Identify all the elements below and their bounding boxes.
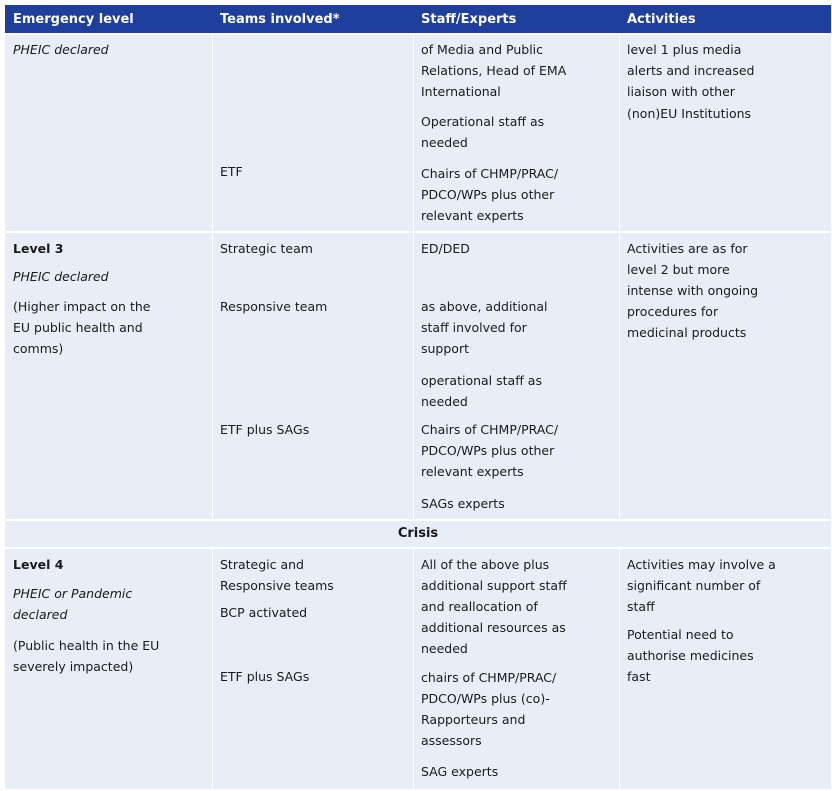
team-line: Responsive teams (220, 578, 334, 593)
team-etf-sags: ETF plus SAGs (220, 422, 310, 437)
team-etf: ETF (220, 164, 243, 179)
staff-line: ED/DED (421, 241, 470, 256)
table-row-level4 (5, 549, 831, 789)
staff-line: International (421, 84, 501, 99)
column-divider (619, 549, 620, 789)
staff-line: All of the above plus (421, 557, 550, 572)
column-divider (413, 549, 414, 789)
impact-line: (Public health in the EU (13, 638, 160, 653)
table-header (5, 5, 831, 33)
level-3-status: PHEIC declared (13, 269, 109, 284)
staff-line: chairs of CHMP/PRAC/ (421, 670, 557, 685)
column-divider (212, 549, 213, 789)
activity-line: (non)EU Institutions (627, 106, 752, 121)
header-staff-experts: Staff/Experts (421, 12, 517, 27)
staff-line: Relations, Head of EMA (421, 63, 567, 78)
crisis-label: Crisis (397, 526, 439, 541)
staff-line: additional resources as (421, 620, 566, 635)
activity-line: Activities may involve a (627, 557, 776, 572)
activity-line: Potential need to (627, 627, 734, 642)
staff-line: as above, additional (421, 299, 548, 314)
staff-line: staff involved for (421, 320, 527, 335)
staff-line: assessors (421, 733, 482, 748)
level-4-status-line: PHEIC or Pandemic (13, 586, 133, 601)
crisis-row (5, 521, 831, 547)
staff-line: relevant experts (421, 464, 524, 479)
header-emergency-level: Emergency level (13, 12, 134, 27)
header-activities: Activities (627, 12, 696, 27)
team-line: Strategic and (220, 557, 304, 572)
activity-line: level 2 but more (627, 262, 730, 277)
activity-line: alerts and increased (627, 63, 755, 78)
staff-line: PDCO/WPs plus other (421, 443, 555, 458)
staff-line: PDCO/WPs plus (co)- (421, 691, 550, 706)
table-row-level2-continued (5, 35, 831, 231)
impact-line: EU public health and (13, 320, 143, 335)
impact-line: comms) (13, 341, 64, 356)
impact-line: (Higher impact on the (13, 299, 151, 314)
activity-line: procedures for (627, 304, 719, 319)
activity-line: intense with ongoing (627, 283, 759, 298)
column-divider (413, 35, 414, 519)
activity-line: fast (627, 669, 651, 684)
column-divider (212, 35, 213, 519)
activity-line: liaison with other (627, 84, 735, 99)
staff-line: and reallocation of (421, 599, 538, 614)
column-divider (619, 35, 620, 519)
impact-line: severely impacted) (13, 659, 134, 674)
team-bcp-activated: BCP activated (220, 605, 308, 620)
emergency-levels-table (5, 5, 831, 789)
activity-line: level 1 plus media (627, 42, 742, 57)
staff-line: needed (421, 394, 468, 409)
status-text: PHEIC declared (13, 42, 109, 57)
staff-line: support (421, 341, 469, 356)
level-4-status-line: declared (13, 607, 68, 622)
staff-line: of Media and Public (421, 42, 544, 57)
staff-line: SAG experts (421, 764, 499, 779)
table-row-level3 (5, 233, 831, 519)
staff-line: relevant experts (421, 208, 524, 223)
staff-line: Chairs of CHMP/PRAC/ (421, 422, 559, 437)
staff-line: additional support staff (421, 578, 567, 593)
activity-line: significant number of (627, 578, 761, 593)
level-3-title: Level 3 (13, 241, 64, 256)
staff-line: PDCO/WPs plus other (421, 187, 555, 202)
staff-line: operational staff as (421, 373, 542, 388)
team-strategic: Strategic team (220, 241, 313, 256)
staff-line: needed (421, 641, 468, 656)
staff-line: Chairs of CHMP/PRAC/ (421, 166, 559, 181)
header-teams-involved: Teams involved* (220, 12, 340, 27)
level-4-title: Level 4 (13, 557, 64, 572)
activity-line: Activities are as for (627, 241, 748, 256)
staff-line: needed (421, 135, 468, 150)
team-responsive: Responsive team (220, 299, 328, 314)
staff-line: Operational staff as (421, 114, 545, 129)
staff-line: SAGs experts (421, 496, 505, 511)
activity-line: authorise medicines (627, 648, 754, 663)
activity-line: staff (627, 599, 655, 614)
staff-line: Rapporteurs and (421, 712, 526, 727)
team-etf-sags: ETF plus SAGs (220, 669, 310, 684)
activity-line: medicinal products (627, 325, 747, 340)
